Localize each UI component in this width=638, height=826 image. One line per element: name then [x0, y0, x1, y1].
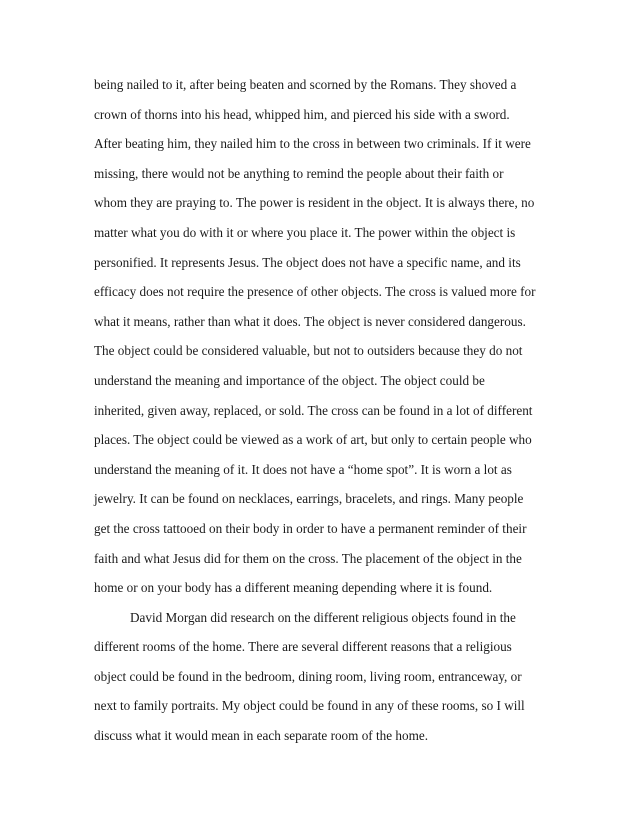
- text-line: get the cross tattooed on their body in order to have a permanent reminder of their: [94, 520, 527, 536]
- text-line: jewelry. It can be found on necklaces, earrings, bracelets, and rings. Many people: [94, 491, 524, 507]
- body-text: [94, 70, 554, 751]
- text-line: whom they are praying to. The power is resident in the object. It is always there, no: [94, 195, 535, 211]
- text-line: inherited, given away, replaced, or sold. The cross can be found in a lot of different: [94, 402, 533, 418]
- paragraph-start-line: David Morgan did research on the different religious objects found in the: [130, 609, 516, 625]
- text-line: crown of thorns into his head, whipped him, and pierced his side with a sword.: [94, 106, 510, 122]
- text-line: places. The object could be viewed as a work of art, but only to certain people who: [94, 432, 532, 448]
- text-line: understand the meaning and importance of the object. The object could be: [94, 372, 485, 388]
- text-line: understand the meaning of it. It does not have a “home spot”. It is worn a lot as: [94, 461, 512, 477]
- text-line: what it means, rather than what it does. The object is never considered dangerous.: [94, 313, 526, 329]
- text-line: object could be found in the bedroom, dining room, living room, entranceway, or: [94, 668, 522, 684]
- text-line: matter what you do with it or where you place it. The power within the object is: [94, 224, 516, 240]
- text-line: The object could be considered valuable, but not to outsiders because they do not: [94, 343, 523, 359]
- text-line: discuss what it would mean in each separate room of the home.: [94, 728, 428, 744]
- text-line: After beating him, they nailed him to the cross in between two criminals. If it were: [94, 136, 531, 152]
- text-line: faith and what Jesus did for them on the cross. The placement of the object in the: [94, 550, 522, 566]
- text-line: being nailed to it, after being beaten and scorned by the Romans. They shoved a: [94, 77, 517, 92]
- text-line: next to family portraits. My object could be found in any of these rooms, so I will: [94, 698, 525, 714]
- text-line: personified. It represents Jesus. The object does not have a specific name, and its: [94, 254, 521, 270]
- text-line: efficacy does not require the presence of other objects. The cross is valued more for: [94, 284, 536, 300]
- text-line: different rooms of the home. There are several different reasons that a religious: [94, 639, 512, 655]
- text-line: home or on your body has a different meaning depending where it is found.: [94, 580, 493, 596]
- text-line: missing, there would not be anything to remind the people about their faith or: [94, 165, 504, 181]
